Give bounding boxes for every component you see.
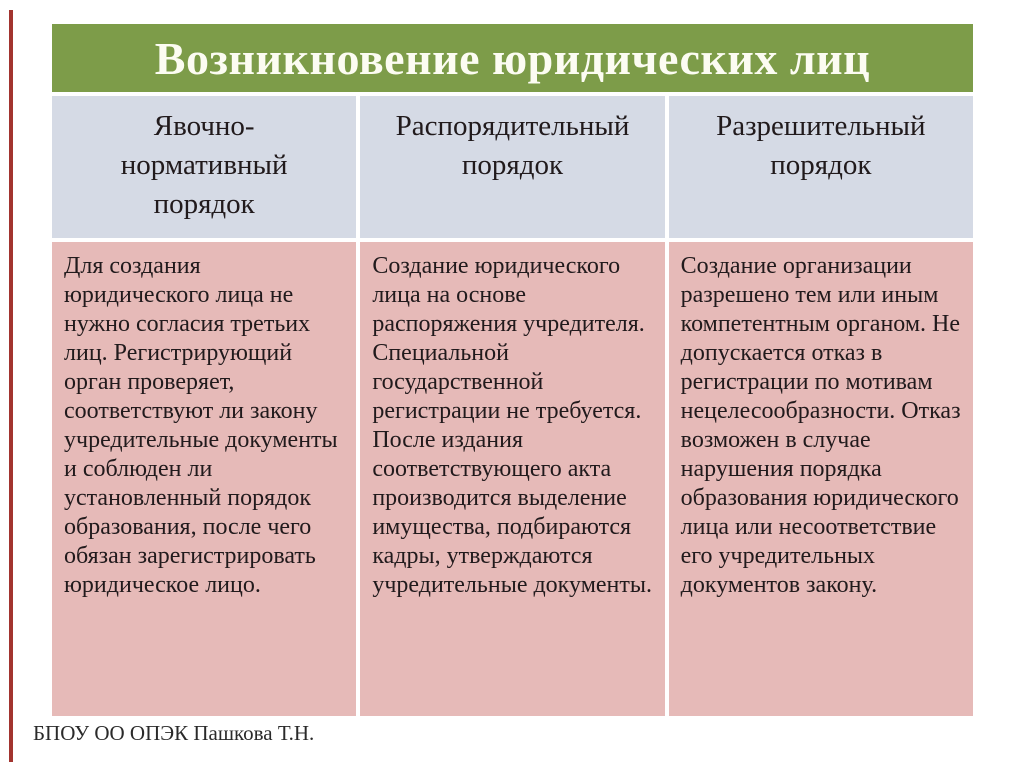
header-cell-rasporyaditelny: Распорядительный порядок — [360, 96, 664, 238]
body-cell-razreshitelny: Создание организации разрешено тем или иным компетентным органом. Не допускается отказ в регистрации по мотивам нецелесообразности. Отказ возможен в случае нарушения порядка образования юридического лица или несоответствие его учредительных документов закону. — [669, 242, 973, 716]
body-cell-rasporyaditelny: Создание юридического лица на основе распоряжения учредителя. Специальной государственной регистрации не требуется. После издания соответствующего акта производится выделение имущества, подбираются кадры, утверждаются учредительные документы. — [360, 242, 664, 716]
body-cell-yavochno-normativny: Для создания юридического лица не нужно согласия третьих лиц. Регистрирующий орган проверяет, соответствуют ли закону учредительные документы и соблюден ли установленный порядок образования, после чего обязан зарегистрировать юридическое лицо. — [52, 242, 356, 716]
slide-footer-credit: БПОУ ОО ОПЭК Пашкова Т.Н. — [33, 721, 315, 745]
slide-title: Возникновение юридических лиц — [154, 32, 871, 84]
table-body-row — [52, 242, 973, 716]
slide-title-bar — [52, 24, 973, 92]
header-cell-razreshitelny: Разрешительный порядок — [669, 96, 973, 238]
left-accent-line — [9, 10, 13, 762]
header-cell-yavochno-normativny: Явочно-нормативный порядок — [52, 96, 356, 238]
table-header-row — [52, 96, 973, 238]
